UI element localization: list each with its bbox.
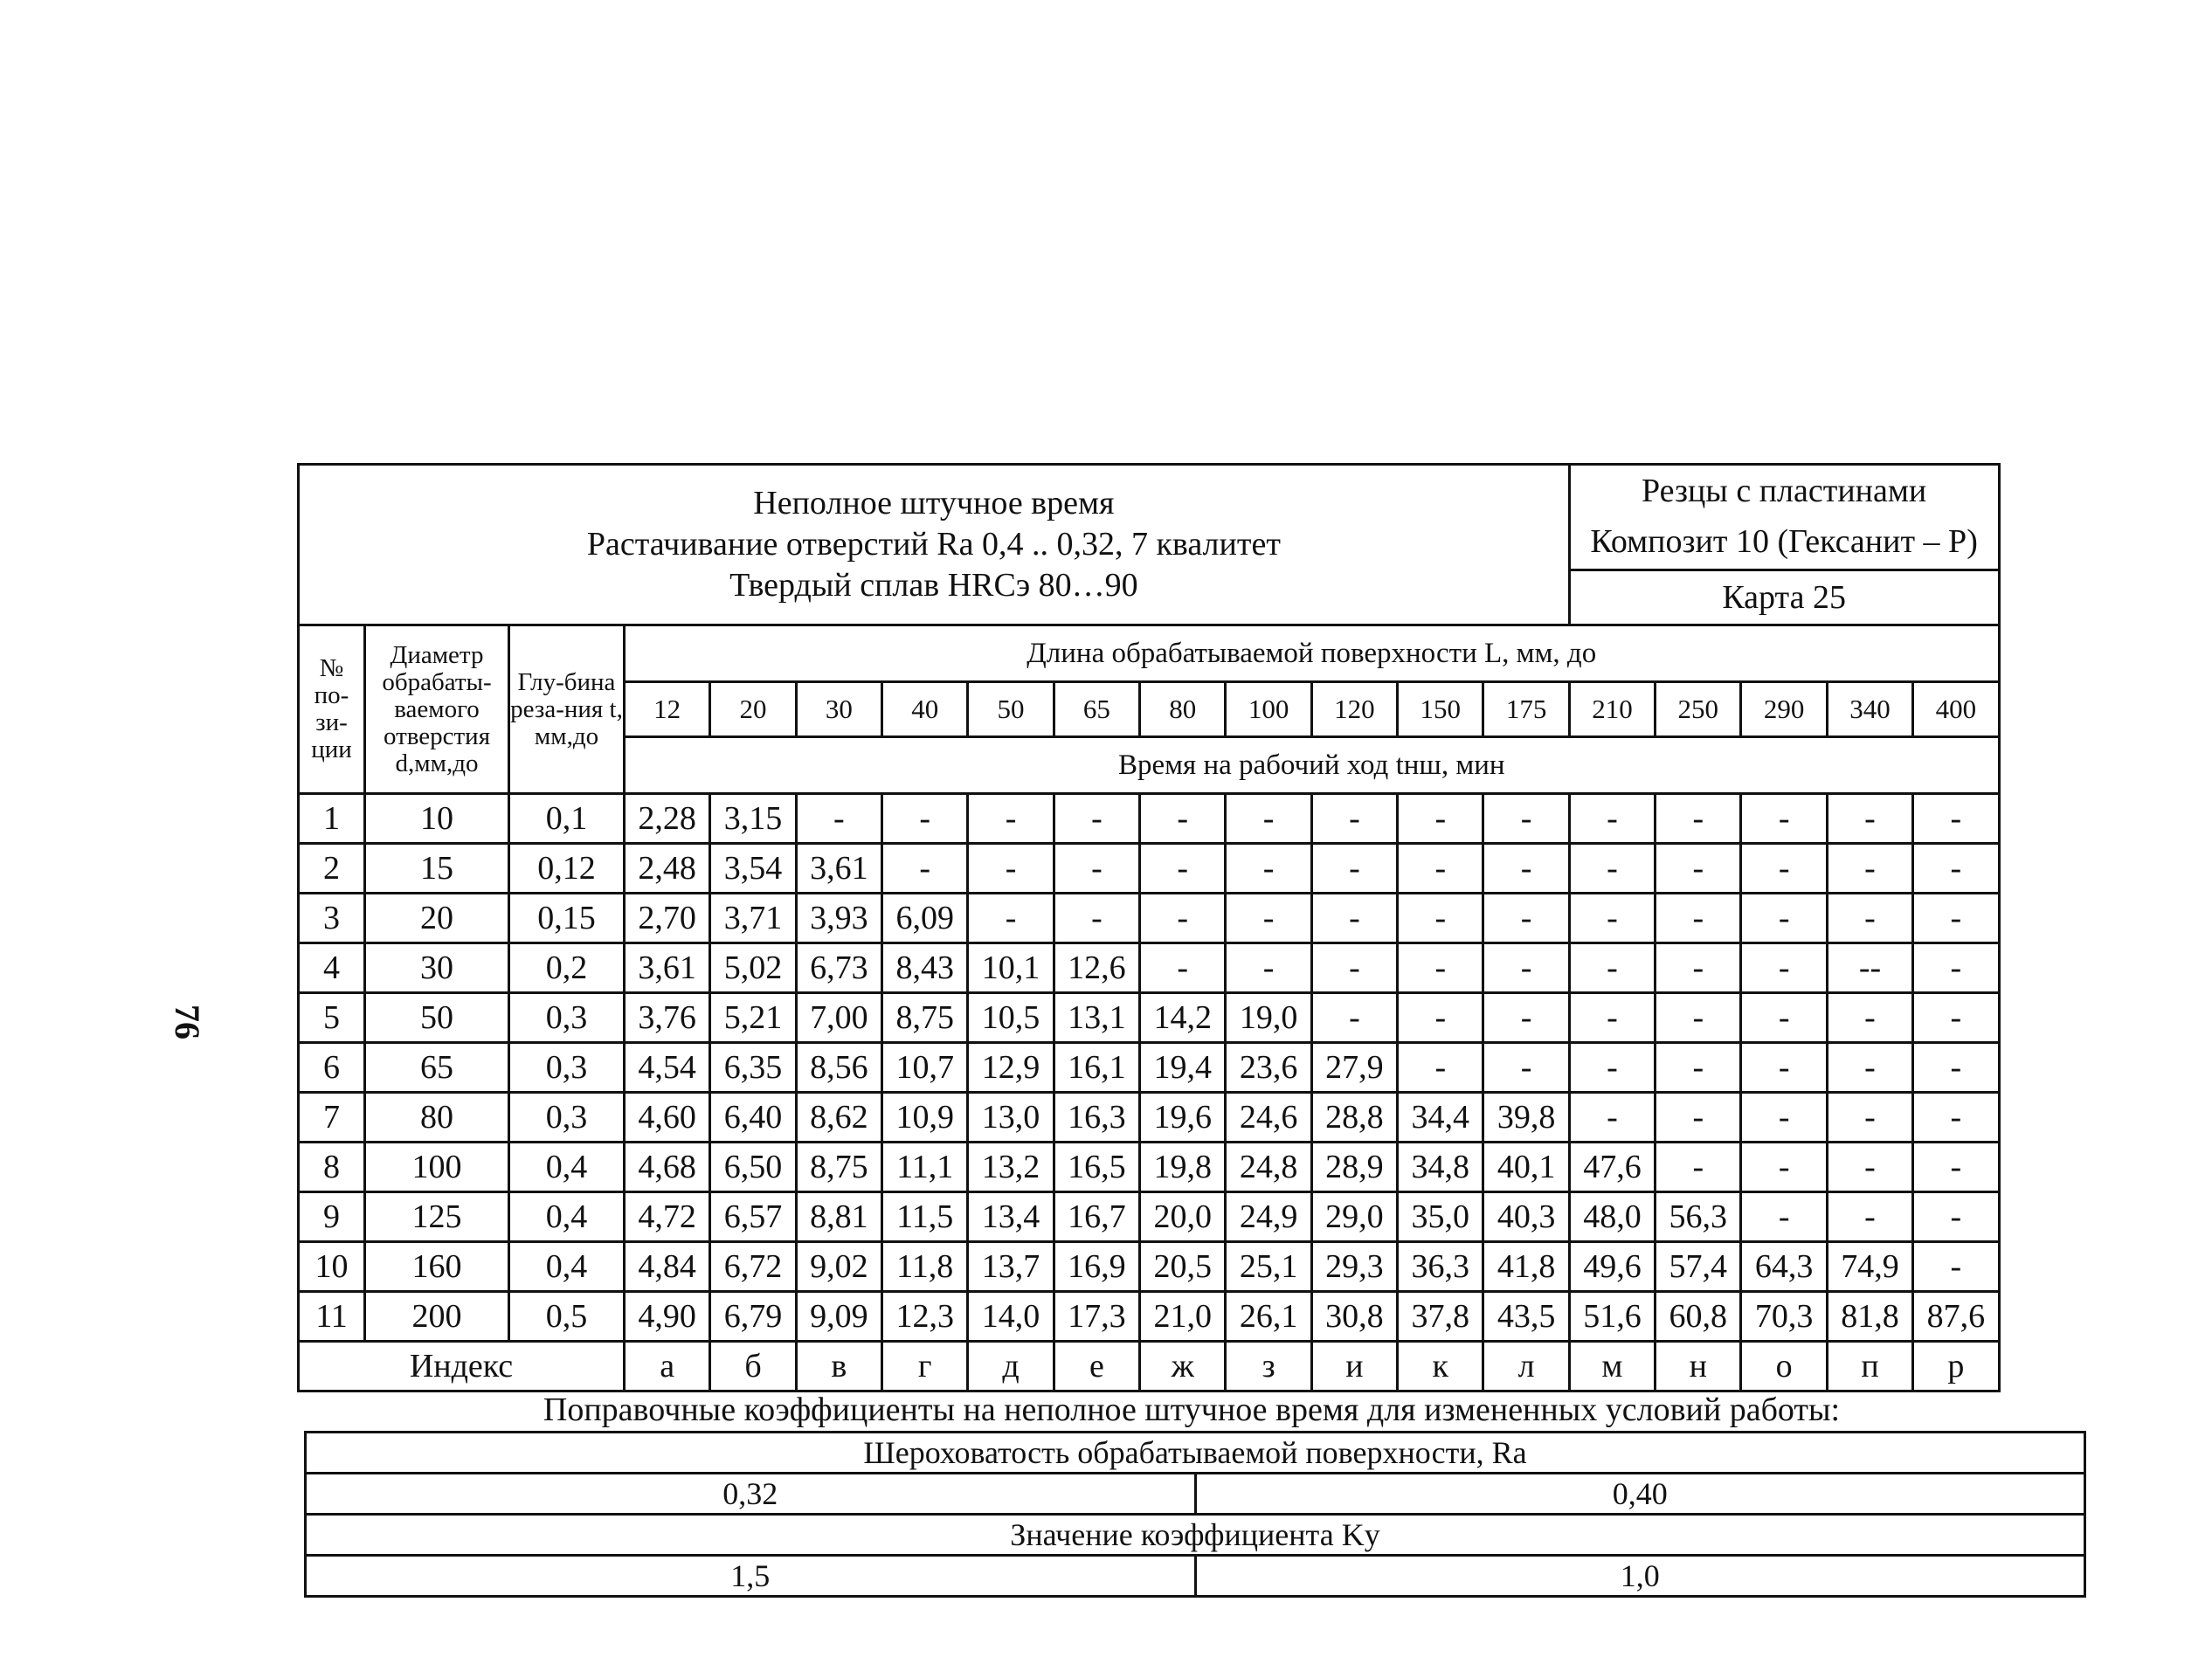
length-header-cell: 65 (1054, 682, 1139, 737)
time-cell: 10,7 (882, 1043, 968, 1093)
time-cell: - (1913, 993, 1999, 1043)
table-row (299, 1192, 2085, 1242)
time-cell: 2,70 (625, 894, 710, 943)
time-cell: - (1656, 1043, 1741, 1093)
time-cell: - (1827, 993, 1912, 1043)
time-cell: 3,93 (796, 894, 881, 943)
time-cell: - (968, 894, 1054, 943)
time-norm-table (297, 463, 2086, 1392)
time-cell: - (1741, 794, 1827, 844)
length-header-cell: 50 (968, 682, 1054, 737)
time-cell: 6,40 (710, 1093, 796, 1143)
time-cell: 20,0 (1140, 1192, 1226, 1242)
time-cell: - (1054, 844, 1139, 894)
time-cell: 43,5 (1483, 1292, 1569, 1342)
time-cell: - (1311, 794, 1397, 844)
length-header-cell: 120 (1311, 682, 1397, 737)
depth-cell: 0,4 (509, 1143, 625, 1192)
index-letter: в (796, 1342, 881, 1391)
time-cell: - (1569, 794, 1655, 844)
table-row (299, 1043, 2085, 1093)
index-letter: л (1483, 1342, 1569, 1391)
length-header-cell: 210 (1569, 682, 1655, 737)
table-title (299, 465, 1570, 625)
time-cell: 60,8 (1656, 1292, 1741, 1342)
time-cell: 13,1 (1054, 993, 1139, 1043)
time-cell: 41,8 (1483, 1242, 1569, 1292)
time-cell: 7,00 (796, 993, 881, 1043)
length-header-cell: 340 (1827, 682, 1912, 737)
time-cell: - (1827, 894, 1912, 943)
coefficient-label: Значение коэффициента Kу (306, 1515, 2085, 1556)
diameter-cell: 125 (365, 1192, 509, 1242)
time-cell: 2,48 (625, 844, 710, 894)
time-cell: - (1656, 894, 1741, 943)
time-cell: - (882, 844, 968, 894)
time-cell: 3,54 (710, 844, 796, 894)
time-cell: 4,54 (625, 1043, 710, 1093)
time-cell: 4,90 (625, 1292, 710, 1342)
time-cell: 8,43 (882, 943, 968, 993)
time-cell: - (1226, 844, 1311, 894)
time-cell: 51,6 (1569, 1292, 1655, 1342)
time-cell: 6,73 (796, 943, 881, 993)
time-cell: - (1913, 1192, 1999, 1242)
depth-cell: 0,5 (509, 1292, 625, 1342)
time-cell: - (1398, 1043, 1483, 1093)
column-diameter-header: Диаметр обрабаты-ваемого отверстия d,мм,до (365, 625, 509, 794)
time-cell: 19,8 (1140, 1143, 1226, 1192)
depth-cell: 0,1 (509, 794, 625, 844)
time-cell: - (1569, 1043, 1655, 1093)
time-cell: -- (1827, 943, 1912, 993)
diameter-cell: 160 (365, 1242, 509, 1292)
table-row (299, 894, 2085, 943)
time-cell: - (1827, 1093, 1912, 1143)
time-cell: - (1483, 844, 1569, 894)
time-cell: 6,35 (710, 1043, 796, 1093)
time-cell: - (1913, 1143, 1999, 1192)
time-cell: - (1656, 844, 1741, 894)
table-row (299, 1093, 2085, 1143)
index-letter: м (1569, 1342, 1655, 1391)
tool-line-2: Композит 10 (Гексанит – Р) (1590, 523, 1978, 560)
time-cell: 13,0 (968, 1093, 1054, 1143)
time-cell: 29,0 (1311, 1192, 1397, 1242)
time-cell: - (1827, 1143, 1912, 1192)
time-cell: 12,9 (968, 1043, 1054, 1093)
time-cell: 17,3 (1054, 1292, 1139, 1342)
roughness-value-1: 0,32 (306, 1474, 1196, 1515)
time-cell: 4,68 (625, 1143, 710, 1192)
time-cell: - (1054, 794, 1139, 844)
time-cell: - (1913, 1043, 1999, 1093)
index-letter: п (1827, 1342, 1912, 1391)
time-cell: 3,76 (625, 993, 710, 1043)
length-header-cell: 150 (1398, 682, 1483, 737)
time-cell: 8,81 (796, 1192, 881, 1242)
time-cell: 16,9 (1054, 1242, 1139, 1292)
time-cell: - (1226, 943, 1311, 993)
time-cell: - (1140, 844, 1226, 894)
time-cell: 37,8 (1398, 1292, 1483, 1342)
index-letter: и (1311, 1342, 1397, 1391)
index-letter: н (1656, 1342, 1741, 1391)
time-cell: - (1741, 943, 1827, 993)
time-cell: - (1827, 1192, 1912, 1242)
time-cell: 40,1 (1483, 1143, 1569, 1192)
time-cell: 12,3 (882, 1292, 968, 1342)
time-cell: 56,3 (1656, 1192, 1741, 1242)
index-letter: а (625, 1342, 710, 1391)
index-letter: р (1913, 1342, 1999, 1391)
time-cell: 47,6 (1569, 1143, 1655, 1192)
time-cell: 64,3 (1741, 1242, 1827, 1292)
time-cell: 8,56 (796, 1043, 881, 1093)
time-cell: - (1913, 1093, 1999, 1143)
time-cell: 14,0 (968, 1292, 1054, 1342)
time-cell: - (1656, 993, 1741, 1043)
length-header-cell: 30 (796, 682, 881, 737)
time-cell: 57,4 (1656, 1242, 1741, 1292)
length-header-cell: 80 (1140, 682, 1226, 737)
page-number: 76 (168, 1005, 207, 1039)
time-cell: 11,1 (882, 1143, 968, 1192)
position-cell: 7 (299, 1093, 365, 1143)
time-cell: - (1913, 844, 1999, 894)
time-cell: - (1827, 794, 1912, 844)
time-cell: 74,9 (1827, 1242, 1912, 1292)
time-cell: - (1311, 844, 1397, 894)
length-header-cell: 12 (625, 682, 710, 737)
time-cell: 5,21 (710, 993, 796, 1043)
time-cell: 28,8 (1311, 1093, 1397, 1143)
time-cell: 19,4 (1140, 1043, 1226, 1093)
time-cell: 2,28 (625, 794, 710, 844)
card-number: Карта 25 (1722, 579, 1846, 616)
position-cell: 11 (299, 1292, 365, 1342)
time-cell: 29,3 (1311, 1242, 1397, 1292)
time-cell: 6,72 (710, 1242, 796, 1292)
time-cell: - (1226, 894, 1311, 943)
table-row (299, 943, 2085, 993)
time-cell: - (1483, 1043, 1569, 1093)
time-cell: 10,1 (968, 943, 1054, 993)
length-caption: Длина обрабатываемой поверхности L, мм, до (625, 625, 2000, 682)
index-letter: к (1398, 1342, 1483, 1391)
time-cell: 19,6 (1140, 1093, 1226, 1143)
time-cell: 39,8 (1483, 1093, 1569, 1143)
time-cell: 9,09 (796, 1292, 881, 1342)
time-cell: 16,7 (1054, 1192, 1139, 1242)
time-cell: - (1398, 794, 1483, 844)
position-cell: 2 (299, 844, 365, 894)
position-cell: 8 (299, 1143, 365, 1192)
tool-line-1: Резцы с пластинами (1642, 473, 1927, 509)
time-cell: 25,1 (1226, 1242, 1311, 1292)
diameter-cell: 65 (365, 1043, 509, 1093)
time-cell: - (1569, 894, 1655, 943)
time-cell: - (1741, 844, 1827, 894)
time-cell: 30,8 (1311, 1292, 1397, 1342)
time-cell: - (1483, 993, 1569, 1043)
time-cell: 27,9 (1311, 1043, 1397, 1093)
time-cell: - (1398, 993, 1483, 1043)
time-cell: 8,75 (882, 993, 968, 1043)
time-cell: - (1140, 794, 1226, 844)
coefficients-table (304, 1431, 2086, 1598)
roughness-value-2: 0,40 (1195, 1474, 2085, 1515)
time-cell: 11,8 (882, 1242, 968, 1292)
table-row (299, 1292, 2085, 1342)
length-header-cell: 175 (1483, 682, 1569, 737)
position-cell: 5 (299, 993, 365, 1043)
title-line-1: Неполное штучное время (753, 485, 1115, 521)
depth-cell: 0,3 (509, 1043, 625, 1093)
title-line-3: Твердый сплав HRCэ 80…90 (729, 567, 1138, 604)
time-cell: - (1913, 943, 1999, 993)
time-cell: - (1656, 943, 1741, 993)
time-cell: - (1913, 894, 1999, 943)
time-cell: - (1398, 844, 1483, 894)
index-letter: з (1226, 1342, 1311, 1391)
time-cell: - (1741, 1043, 1827, 1093)
length-header-cell: 400 (1913, 682, 1999, 737)
time-cell: 19,0 (1226, 993, 1311, 1043)
time-cell: - (1741, 1093, 1827, 1143)
time-cell: - (1827, 844, 1912, 894)
time-cell: - (1741, 894, 1827, 943)
time-cell: 24,9 (1226, 1192, 1311, 1242)
time-cell: 23,6 (1226, 1043, 1311, 1093)
time-cell: 6,50 (710, 1143, 796, 1192)
time-cell: - (1311, 894, 1397, 943)
time-cell: 13,4 (968, 1192, 1054, 1242)
length-header-cell: 20 (710, 682, 796, 737)
time-cell: 12,6 (1054, 943, 1139, 993)
table-row (299, 993, 2085, 1043)
time-cell: 8,62 (796, 1093, 881, 1143)
time-cell: 4,84 (625, 1242, 710, 1292)
time-cell: - (1483, 943, 1569, 993)
table-row (299, 1242, 2085, 1292)
table-row (299, 1143, 2085, 1192)
diameter-cell: 50 (365, 993, 509, 1043)
time-cell: - (1741, 1143, 1827, 1192)
time-cell: 4,72 (625, 1192, 710, 1242)
time-cell: 24,8 (1226, 1143, 1311, 1192)
time-cell: 49,6 (1569, 1242, 1655, 1292)
depth-cell: 0,2 (509, 943, 625, 993)
index-letter: е (1054, 1342, 1139, 1391)
length-header-cell: 290 (1741, 682, 1827, 737)
time-cell: - (1569, 993, 1655, 1043)
position-cell: 6 (299, 1043, 365, 1093)
time-cell: - (1140, 894, 1226, 943)
diameter-cell: 20 (365, 894, 509, 943)
depth-cell: 0,4 (509, 1192, 625, 1242)
time-cell: - (1913, 1242, 1999, 1292)
time-cell: 16,1 (1054, 1043, 1139, 1093)
time-cell: - (1656, 1143, 1741, 1192)
coefficients-title: Поправочные коэффициенты на неполное штучное время для измененных условий работы: (543, 1391, 1841, 1428)
diameter-cell: 100 (365, 1143, 509, 1192)
time-cell: 13,2 (968, 1143, 1054, 1192)
roughness-label: Шероховатость обрабатываемой поверхности, Ra (306, 1433, 2085, 1474)
table-row (299, 794, 2085, 844)
time-cell: 28,9 (1311, 1143, 1397, 1192)
depth-cell: 0,12 (509, 844, 625, 894)
time-cell: - (1054, 894, 1139, 943)
time-cell: 87,6 (1913, 1292, 1999, 1342)
time-cell: - (796, 794, 881, 844)
time-cell: 8,75 (796, 1143, 881, 1192)
length-header-cell: 250 (1656, 682, 1741, 737)
time-cell: - (882, 794, 968, 844)
depth-cell: 0,15 (509, 894, 625, 943)
index-letter: д (968, 1342, 1054, 1391)
diameter-cell: 30 (365, 943, 509, 993)
time-cell: - (1483, 894, 1569, 943)
time-cell: 4,60 (625, 1093, 710, 1143)
time-cell: 24,6 (1226, 1093, 1311, 1143)
time-cell: 20,5 (1140, 1242, 1226, 1292)
tool-info-cell (1569, 465, 1999, 625)
time-cell: - (1569, 1093, 1655, 1143)
time-cell: - (968, 794, 1054, 844)
time-cell: 34,8 (1398, 1143, 1483, 1192)
position-cell: 3 (299, 894, 365, 943)
index-letter: о (1741, 1342, 1827, 1391)
position-cell: 9 (299, 1192, 365, 1242)
index-letter: г (882, 1342, 968, 1391)
index-letter: б (710, 1342, 796, 1391)
coefficient-value-1: 1,5 (306, 1556, 1196, 1597)
depth-cell: 0,3 (509, 993, 625, 1043)
time-cell: 3,15 (710, 794, 796, 844)
column-depth-header: Глу-бина реза-ния t, мм,до (509, 625, 625, 794)
time-cell: 6,57 (710, 1192, 796, 1242)
table-row (299, 844, 2085, 894)
index-label: Индекс (299, 1342, 625, 1391)
time-cell: - (968, 844, 1054, 894)
time-cell: 35,0 (1398, 1192, 1483, 1242)
column-position-header: № по-зи-ции (299, 625, 365, 794)
position-cell: 4 (299, 943, 365, 993)
time-cell: 14,2 (1140, 993, 1226, 1043)
diameter-cell: 15 (365, 844, 509, 894)
time-cell: - (1741, 993, 1827, 1043)
time-cell: 70,3 (1741, 1292, 1827, 1342)
time-cell: 3,61 (796, 844, 881, 894)
time-cell: 3,61 (625, 943, 710, 993)
position-cell: 10 (299, 1242, 365, 1292)
time-cell: - (1913, 794, 1999, 844)
time-cell: 34,4 (1398, 1093, 1483, 1143)
index-row (299, 1342, 2085, 1391)
time-cell: - (1656, 1093, 1741, 1143)
time-cell: 6,09 (882, 894, 968, 943)
diameter-cell: 80 (365, 1093, 509, 1143)
time-cell: 48,0 (1569, 1192, 1655, 1242)
coefficient-value-2: 1,0 (1195, 1556, 2085, 1597)
time-cell: 13,7 (968, 1242, 1054, 1292)
diameter-cell: 200 (365, 1292, 509, 1342)
time-cell: 6,79 (710, 1292, 796, 1342)
time-cell: - (1569, 943, 1655, 993)
time-cell: - (1226, 794, 1311, 844)
depth-cell: 0,3 (509, 1093, 625, 1143)
time-cell: 40,3 (1483, 1192, 1569, 1242)
title-line-2: Растачивание отверстий Ra 0,4 .. 0,32, 7 квалитет (586, 526, 1281, 563)
time-cell: 10,9 (882, 1093, 968, 1143)
time-cell: - (1656, 794, 1741, 844)
time-cell: - (1827, 1043, 1912, 1093)
depth-cell: 0,4 (509, 1242, 625, 1292)
time-cell: 21,0 (1140, 1292, 1226, 1342)
time-cell: 10,5 (968, 993, 1054, 1043)
time-cell: 81,8 (1827, 1292, 1912, 1342)
index-letter: ж (1140, 1342, 1226, 1391)
time-cell: - (1483, 794, 1569, 844)
time-cell: - (1398, 894, 1483, 943)
time-cell: - (1311, 993, 1397, 1043)
length-header-cell: 40 (882, 682, 968, 737)
time-cell: 16,3 (1054, 1093, 1139, 1143)
length-header-cell: 100 (1226, 682, 1311, 737)
time-cell: 9,02 (796, 1242, 881, 1292)
time-cell: 11,5 (882, 1192, 968, 1242)
diameter-cell: 10 (365, 794, 509, 844)
time-cell: 16,5 (1054, 1143, 1139, 1192)
position-cell: 1 (299, 794, 365, 844)
time-cell: - (1569, 844, 1655, 894)
time-cell: - (1311, 943, 1397, 993)
time-cell: 26,1 (1226, 1292, 1311, 1342)
time-cell: 36,3 (1398, 1242, 1483, 1292)
time-cell: 5,02 (710, 943, 796, 993)
time-cell: - (1741, 1192, 1827, 1242)
time-cell: - (1140, 943, 1226, 993)
time-cell: 3,71 (710, 894, 796, 943)
time-caption: Время на рабочий ход tнш, мин (625, 737, 2000, 794)
time-cell: - (1398, 943, 1483, 993)
